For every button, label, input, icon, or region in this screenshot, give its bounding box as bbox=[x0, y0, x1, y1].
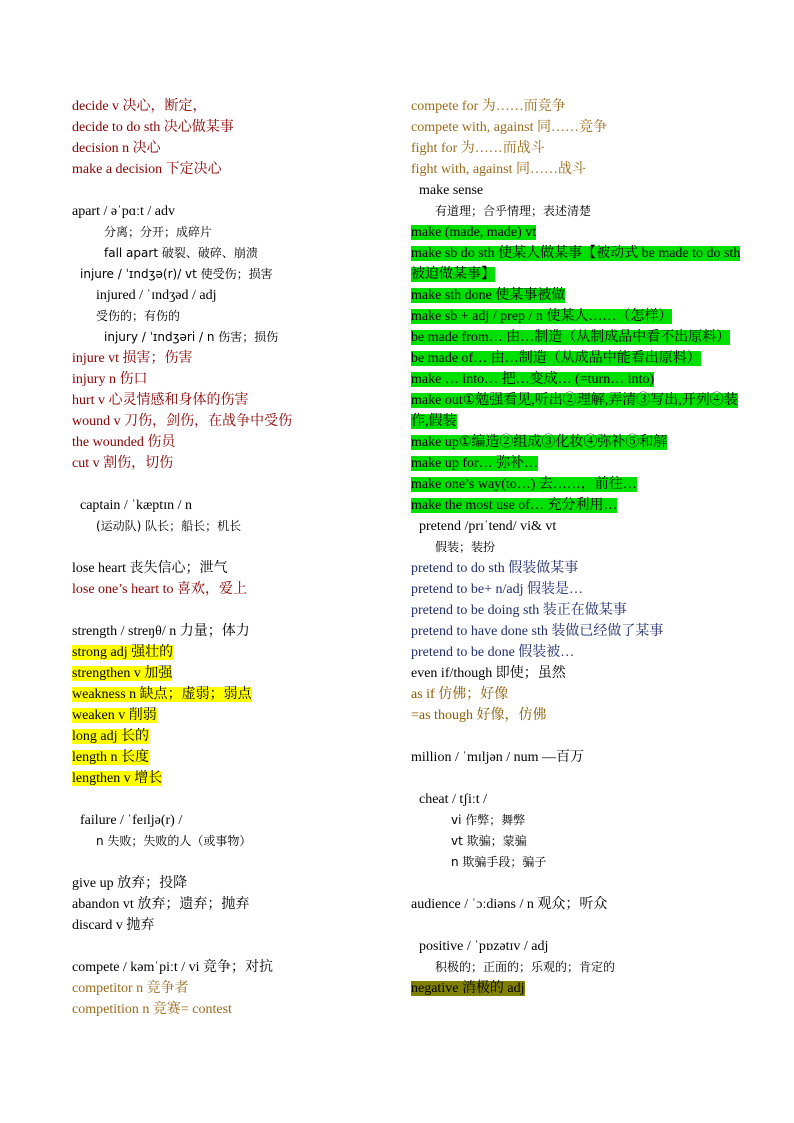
vocab-line bbox=[72, 957, 382, 978]
vocab-text: pretend to be doing sth 装正在做某事 bbox=[411, 603, 627, 618]
vocab-text: 积极的；正面的；乐观的；肯定的 bbox=[435, 960, 616, 974]
vocab-line bbox=[411, 642, 741, 663]
vocab-text: strong adj 强壮的 bbox=[72, 645, 174, 660]
vocab-text: fight with, against 同……战斗 bbox=[411, 162, 586, 177]
blank-line bbox=[72, 600, 382, 621]
vocab-text: cheat / tʃiːt / bbox=[419, 792, 488, 807]
vocab-line bbox=[411, 558, 741, 579]
vocab-line bbox=[411, 663, 741, 684]
vocab-line bbox=[72, 747, 382, 768]
vocab-line bbox=[72, 201, 382, 222]
vocab-line bbox=[72, 222, 382, 243]
vocab-line bbox=[72, 684, 382, 705]
vocab-text: length n 长度 bbox=[72, 750, 149, 765]
vocab-line bbox=[411, 369, 741, 390]
vocab-line bbox=[72, 285, 382, 306]
vocab-line bbox=[72, 117, 382, 138]
right-column bbox=[411, 96, 741, 999]
vocab-text: give up 放弃；投降 bbox=[72, 876, 188, 891]
vocab-line bbox=[411, 390, 741, 432]
vocab-text: strength / streŋθ/ n 力量；体力 bbox=[72, 624, 250, 639]
vocab-line bbox=[72, 894, 382, 915]
vocab-line bbox=[72, 390, 382, 411]
vocab-line bbox=[72, 558, 382, 579]
vocab-line bbox=[72, 243, 382, 264]
vocab-line bbox=[72, 348, 382, 369]
vocab-line bbox=[411, 978, 741, 999]
vocab-text: competition n 竞赛= contest bbox=[72, 1002, 232, 1017]
vocab-text: injury / ˈɪndʒəri / n 伤害；损伤 bbox=[104, 330, 279, 344]
blank-line bbox=[411, 873, 741, 894]
vocab-line bbox=[411, 684, 741, 705]
vocab-line bbox=[72, 579, 382, 600]
vocab-text: make a decision 下定决心 bbox=[72, 162, 222, 177]
vocab-text: discard v 抛弃 bbox=[72, 918, 155, 933]
vocab-text: make … into… 把…变成… (=turn… into) bbox=[411, 372, 655, 387]
vocab-text: make sb + adj / prep / n 使某人……（怎样） bbox=[411, 309, 673, 324]
vocab-line bbox=[72, 915, 382, 936]
vocab-text: as if 仿佛；好像 bbox=[411, 687, 509, 702]
vocab-text: =as though 好像，仿佛 bbox=[411, 708, 547, 723]
blank-line bbox=[72, 474, 382, 495]
vocab-line bbox=[411, 747, 741, 768]
vocab-line bbox=[72, 516, 382, 537]
vocab-line bbox=[72, 831, 382, 852]
vocab-text: vi 作弊；舞弊 bbox=[451, 813, 526, 827]
blank-line bbox=[411, 726, 741, 747]
vocab-text: make one’s way(to…) 去……，前往… bbox=[411, 477, 637, 492]
vocab-text: cut v 割伤，切伤 bbox=[72, 456, 174, 471]
vocab-text: decision n 决心 bbox=[72, 141, 161, 156]
vocab-text: make sth done 使某事被做 bbox=[411, 288, 566, 303]
vocab-line bbox=[411, 117, 741, 138]
vocab-line bbox=[411, 957, 741, 978]
vocab-text: positive / ˈpɒzətɪv / adj bbox=[419, 939, 549, 954]
vocab-text: pretend to do sth 假装做某事 bbox=[411, 561, 579, 576]
vocab-text: fall apart 破裂、破碎、崩溃 bbox=[104, 246, 258, 260]
vocab-text: decide to do sth 决心做某事 bbox=[72, 120, 234, 135]
vocab-text: pretend /prɪˈtend/ vi& vt bbox=[419, 519, 557, 534]
vocab-line bbox=[72, 432, 382, 453]
vocab-text: lengthen v 增长 bbox=[72, 771, 163, 786]
vocab-text: make sense bbox=[419, 183, 484, 198]
vocab-line bbox=[411, 852, 741, 873]
vocab-line bbox=[72, 642, 382, 663]
vocab-text: make up①编造②组成③化妆④弥补⑤和解 bbox=[411, 435, 668, 450]
vocab-text: abandon vt 放弃；遗弃；抛弃 bbox=[72, 897, 250, 912]
vocab-line bbox=[411, 306, 741, 327]
vocab-text: make up for… 弥补… bbox=[411, 456, 539, 471]
vocab-line bbox=[411, 789, 741, 810]
vocab-text: 假装；装扮 bbox=[435, 540, 496, 554]
vocab-line bbox=[411, 327, 741, 348]
vocab-line bbox=[72, 768, 382, 789]
vocab-text: make out①勉强看见,听出②理解,弄清③写出,开列④装作,假装 bbox=[411, 393, 738, 429]
vocab-line bbox=[411, 810, 741, 831]
vocab-line bbox=[411, 516, 741, 537]
vocab-text: injure vt 损害；伤害 bbox=[72, 351, 193, 366]
vocab-text: injure / ˈɪndʒə(r)/ vt 使受伤；损害 bbox=[80, 267, 273, 281]
vocab-line bbox=[72, 369, 382, 390]
vocab-text: be made from… 由…制造（从制成品中看不出原料） bbox=[411, 330, 731, 345]
vocab-text: compete for 为……而竞争 bbox=[411, 99, 566, 114]
vocab-line bbox=[411, 243, 741, 285]
vocab-text: 受伤的；有伤的 bbox=[96, 309, 181, 323]
vocab-text: lose heart 丧失信心；泄气 bbox=[72, 561, 228, 576]
vocab-text: make sb do sth 使某人做某事【被动式 be made to do sth 被迫做某事】 bbox=[411, 246, 741, 282]
blank-line bbox=[72, 852, 382, 873]
vocab-text: (运动队) 队长；船长；机长 bbox=[96, 519, 242, 533]
vocab-line bbox=[411, 474, 741, 495]
vocab-line bbox=[72, 159, 382, 180]
vocab-line bbox=[72, 264, 382, 285]
vocab-text: 有道理；合乎情理；表述清楚 bbox=[435, 204, 592, 218]
vocab-text: weaken v 削弱 bbox=[72, 708, 157, 723]
vocab-text: hurt v 心灵情感和身体的伤害 bbox=[72, 393, 249, 408]
vocab-line bbox=[72, 810, 382, 831]
vocab-line bbox=[411, 180, 741, 201]
vocab-line bbox=[72, 726, 382, 747]
vocab-text: injured / ˈɪndʒəd / adj bbox=[96, 288, 217, 303]
vocab-text: negative 消极的 adj bbox=[411, 981, 525, 996]
vocab-line bbox=[72, 495, 382, 516]
vocab-line bbox=[411, 537, 741, 558]
vocab-text: strengthen v 加强 bbox=[72, 666, 173, 681]
vocab-text: vt 欺骗；蒙骗 bbox=[451, 834, 527, 848]
vocab-line bbox=[72, 705, 382, 726]
vocab-line bbox=[72, 327, 382, 348]
blank-line bbox=[411, 915, 741, 936]
vocab-line bbox=[411, 159, 741, 180]
vocab-line bbox=[411, 705, 741, 726]
blank-line bbox=[411, 768, 741, 789]
vocab-line bbox=[411, 621, 741, 642]
vocab-line bbox=[72, 411, 382, 432]
vocab-text: audience / ˈɔːdiəns / n 观众；听众 bbox=[411, 897, 608, 912]
vocab-text: decide v 决心，断定， bbox=[72, 99, 207, 114]
blank-line bbox=[72, 789, 382, 810]
vocab-text: the wounded 伤员 bbox=[72, 435, 176, 450]
vocab-text: injury n 伤口 bbox=[72, 372, 148, 387]
vocab-text: 分离；分开；成碎片 bbox=[104, 225, 213, 239]
vocab-text: captain / ˈkæptɪn / n bbox=[80, 498, 192, 513]
vocab-text: pretend to have done sth 装做已经做了某事 bbox=[411, 624, 664, 639]
vocab-line bbox=[72, 999, 382, 1020]
vocab-line bbox=[411, 348, 741, 369]
vocab-line bbox=[72, 306, 382, 327]
vocab-line bbox=[411, 600, 741, 621]
blank-line bbox=[72, 537, 382, 558]
vocab-line bbox=[411, 222, 741, 243]
vocab-line bbox=[411, 201, 741, 222]
vocab-text: n 欺骗手段；骗子 bbox=[451, 855, 547, 869]
left-column bbox=[72, 96, 382, 1020]
vocab-line bbox=[72, 96, 382, 117]
vocab-text: make the most use of… 充分利用… bbox=[411, 498, 618, 513]
vocab-text: lose one’s heart to 喜欢，爱上 bbox=[72, 582, 247, 597]
vocab-text: failure / ˈfeɪljə(r) / bbox=[80, 813, 183, 828]
vocab-text: pretend to be done 假装被… bbox=[411, 645, 575, 660]
vocab-line bbox=[411, 453, 741, 474]
vocab-text: fight for 为……而战斗 bbox=[411, 141, 545, 156]
blank-line bbox=[72, 936, 382, 957]
vocab-line bbox=[72, 663, 382, 684]
vocab-text: million / ˈmɪljən / num —百万 bbox=[411, 750, 585, 765]
blank-line bbox=[72, 180, 382, 201]
vocab-line bbox=[411, 432, 741, 453]
vocab-text: competitor n 竞争者 bbox=[72, 981, 189, 996]
vocab-line bbox=[72, 138, 382, 159]
vocab-line bbox=[72, 621, 382, 642]
vocab-line bbox=[411, 138, 741, 159]
vocab-text: wound v 刀伤，剑伤，在战争中受伤 bbox=[72, 414, 293, 429]
vocab-line bbox=[72, 873, 382, 894]
vocab-line bbox=[411, 579, 741, 600]
vocab-line bbox=[411, 495, 741, 516]
vocab-line bbox=[72, 978, 382, 999]
vocab-line bbox=[72, 453, 382, 474]
vocab-line bbox=[411, 936, 741, 957]
vocab-text: compete / kəmˈpiːt / vi 竞争；对抗 bbox=[72, 960, 274, 975]
vocab-line bbox=[411, 285, 741, 306]
vocab-line bbox=[411, 894, 741, 915]
vocab-text: compete with, against 同……竞争 bbox=[411, 120, 607, 135]
vocab-text: weakness n 缺点；虚弱；弱点 bbox=[72, 687, 252, 702]
vocab-line bbox=[411, 831, 741, 852]
vocab-text: n 失败；失败的人（或事物） bbox=[96, 834, 252, 848]
vocab-text: be made of… 由…制造（从成品中能看出原料） bbox=[411, 351, 701, 366]
vocab-text: pretend to be+ n/adj 假装是… bbox=[411, 582, 583, 597]
vocab-line bbox=[411, 96, 741, 117]
vocab-text: even if/though 即使；虽然 bbox=[411, 666, 566, 681]
vocab-text: long adj 长的 bbox=[72, 729, 149, 744]
vocab-text: make (made, made) vt bbox=[411, 225, 537, 240]
vocab-text: apart / əˈpɑːt / adv bbox=[72, 204, 175, 219]
